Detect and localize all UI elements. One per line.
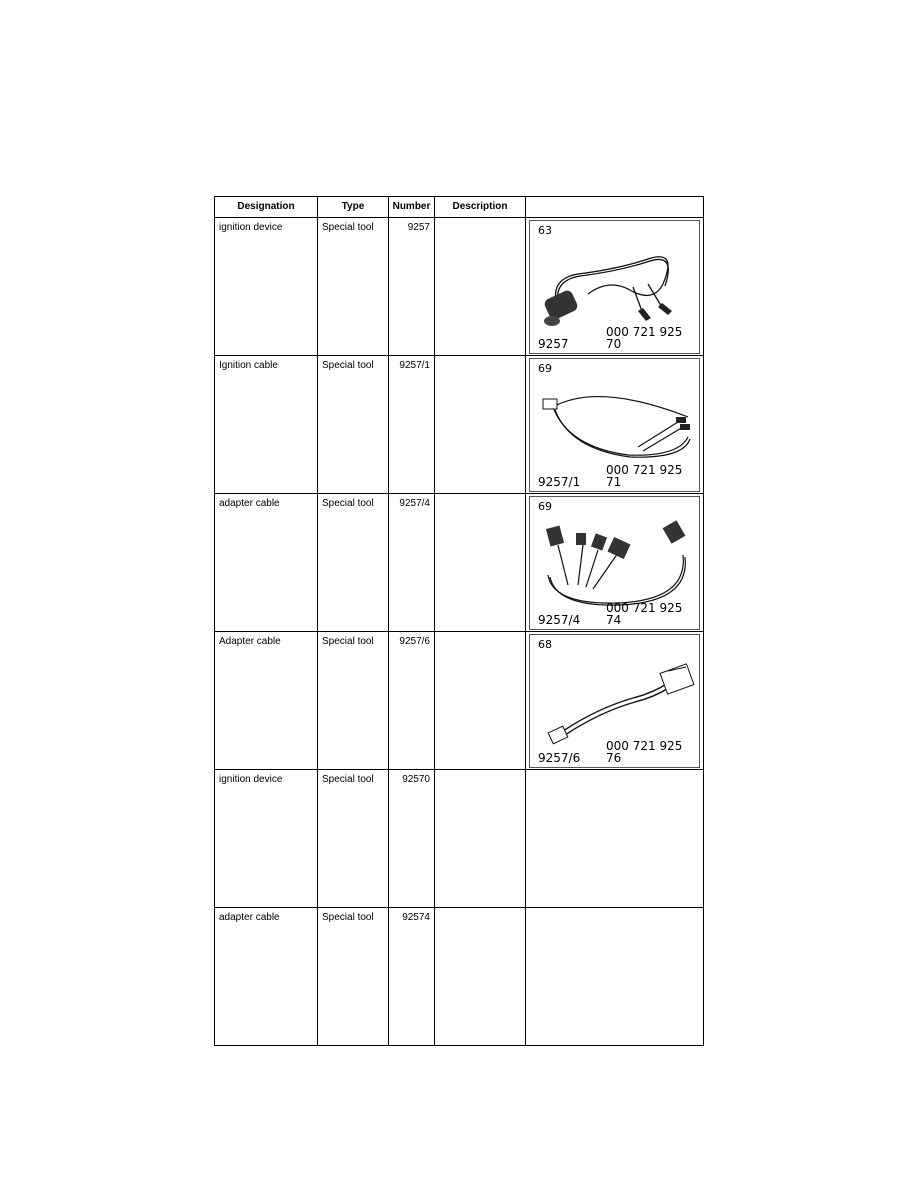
number-cell: 9257/1 xyxy=(399,360,430,371)
type-cell: Special tool xyxy=(322,360,374,371)
figure-code: 68 xyxy=(538,638,552,651)
special-tools-table xyxy=(214,196,704,1046)
table-row xyxy=(215,770,704,908)
table-row xyxy=(215,632,704,770)
table-header-row xyxy=(215,197,704,218)
designation-cell: adapter cable xyxy=(219,498,280,509)
description-cell xyxy=(435,632,526,770)
header-type: Type xyxy=(318,197,389,218)
tool-figure xyxy=(529,220,700,354)
figure-tool-number: 9257/1 xyxy=(538,475,581,489)
description-cell xyxy=(435,356,526,494)
number-cell: 92574 xyxy=(402,912,430,923)
ignition-device-icon xyxy=(538,239,698,334)
figure-part-number: 000 721 925 76 xyxy=(606,739,683,765)
adapter-cable-icon xyxy=(538,515,698,610)
description-cell xyxy=(435,908,526,1046)
adapter-cable-connector-icon xyxy=(538,653,698,748)
figure-tool-number: 9257/6 xyxy=(538,751,581,765)
designation-cell: Adapter cable xyxy=(219,636,281,647)
header-image xyxy=(526,197,704,218)
header-description: Description xyxy=(435,197,526,218)
figure-tool-number: 9257/4 xyxy=(538,613,581,627)
tool-figure xyxy=(529,634,700,768)
figure-part-number: 000 721 925 74 xyxy=(606,601,683,627)
type-cell: Special tool xyxy=(322,774,374,785)
table-row xyxy=(215,218,704,356)
designation-cell: ignition device xyxy=(219,774,283,785)
image-cell-empty xyxy=(526,908,704,1046)
header-number: Number xyxy=(389,197,435,218)
type-cell: Special tool xyxy=(322,222,374,233)
figure-tool-number: 9257 xyxy=(538,337,569,351)
table-row xyxy=(215,494,704,632)
ignition-cable-icon xyxy=(538,377,698,472)
number-cell: 9257/4 xyxy=(399,498,430,509)
type-cell: Special tool xyxy=(322,912,374,923)
tool-figure xyxy=(529,496,700,630)
figure-code: 63 xyxy=(538,224,552,237)
type-cell: Special tool xyxy=(322,498,374,509)
description-cell xyxy=(435,218,526,356)
designation-cell: Ignition cable xyxy=(219,360,278,371)
figure-part-number: 000 721 925 70 xyxy=(606,325,683,351)
designation-cell: ignition device xyxy=(219,222,283,233)
table-row xyxy=(215,356,704,494)
tool-figure xyxy=(529,358,700,492)
designation-cell: adapter cable xyxy=(219,912,280,923)
figure-part-number: 000 721 925 71 xyxy=(606,463,683,489)
number-cell: 92570 xyxy=(402,774,430,785)
number-cell: 9257/6 xyxy=(399,636,430,647)
figure-code: 69 xyxy=(538,362,552,375)
image-cell-empty xyxy=(526,770,704,908)
header-designation: Designation xyxy=(215,197,318,218)
type-cell: Special tool xyxy=(322,636,374,647)
table-row xyxy=(215,908,704,1046)
figure-code: 69 xyxy=(538,500,552,513)
description-cell xyxy=(435,770,526,908)
description-cell xyxy=(435,494,526,632)
number-cell: 9257 xyxy=(407,222,430,233)
